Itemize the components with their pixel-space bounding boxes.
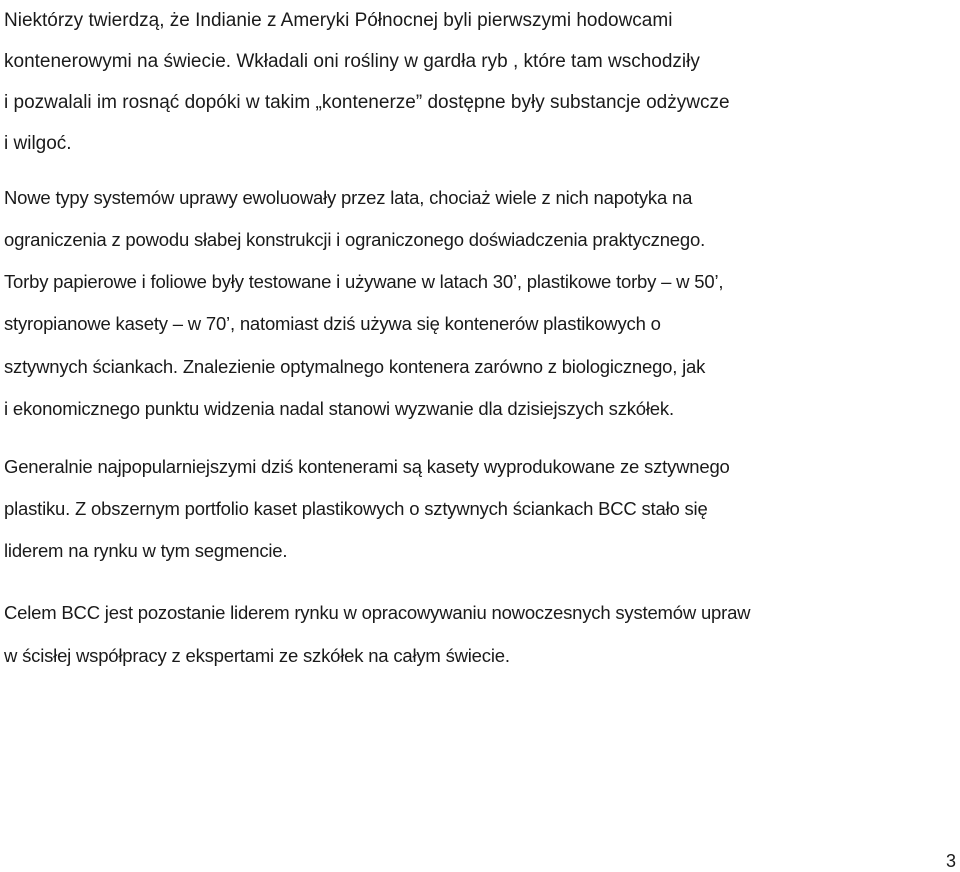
paragraph-container-history xyxy=(4,261,954,430)
paragraph-new-growing-systems xyxy=(4,177,954,261)
text-line: styropianowe kasety – w 70’, natomiast dziś używa się kontenerów plastikowych o xyxy=(4,313,661,335)
paragraph-bcc-goal xyxy=(4,591,954,677)
text-line: kontenerowymi na świecie. Wkładali oni rośliny w gardła ryb , które tam wschodziły xyxy=(4,51,700,72)
paragraph-indian-container-growers xyxy=(4,0,954,164)
text-line: i ekonomicznego punktu widzenia nadal stanowi wyzwanie dla dzisiejszych szkółek. xyxy=(4,397,674,419)
text-line: i pozwalali im rosnąć dopóki w takim „kontenerze” dostępne były substancje odżywcze xyxy=(4,92,730,113)
text-line: i wilgoć. xyxy=(4,133,72,154)
text-line: plastiku. Z obszernym portfolio kaset plastikowych o sztywnych ściankach BCC stało się xyxy=(4,498,708,519)
text-line: Nowe typy systemów uprawy ewoluowały przez lata, chociaż wiele z nich napotyka na xyxy=(4,187,693,208)
text-line: liderem na rynku w tym segmencie. xyxy=(4,540,288,561)
text-line: w ścisłej współpracy z ekspertami ze szkółek na całym świecie. xyxy=(4,645,510,666)
text-line: Torby papierowe i foliowe były testowane i używane w latach 30’, plastikowe torby – w 50’, xyxy=(4,271,724,292)
paragraph-rigid-plastic-trays xyxy=(4,446,954,572)
text-line: Celem BCC jest pozostanie liderem rynku w opracowywaniu nowoczesnych systemów upraw xyxy=(4,602,751,623)
text-line: Niektórzy twierdzą, że Indianie z Ameryki Północnej byli pierwszymi hodowcami xyxy=(4,10,673,31)
page-number: 3 xyxy=(945,851,956,871)
text-line: Generalnie najpopularniejszymi dziś kontenerami są kasety wyprodukowane ze sztywnego xyxy=(4,456,730,477)
text-line: ograniczenia z powodu słabej konstrukcji i ograniczonego doświadczenia praktycznego. xyxy=(4,229,706,250)
text-line: sztywnych ściankach. Znalezienie optymalnego kontenera zarówno z biologicznego, jak xyxy=(4,355,706,377)
